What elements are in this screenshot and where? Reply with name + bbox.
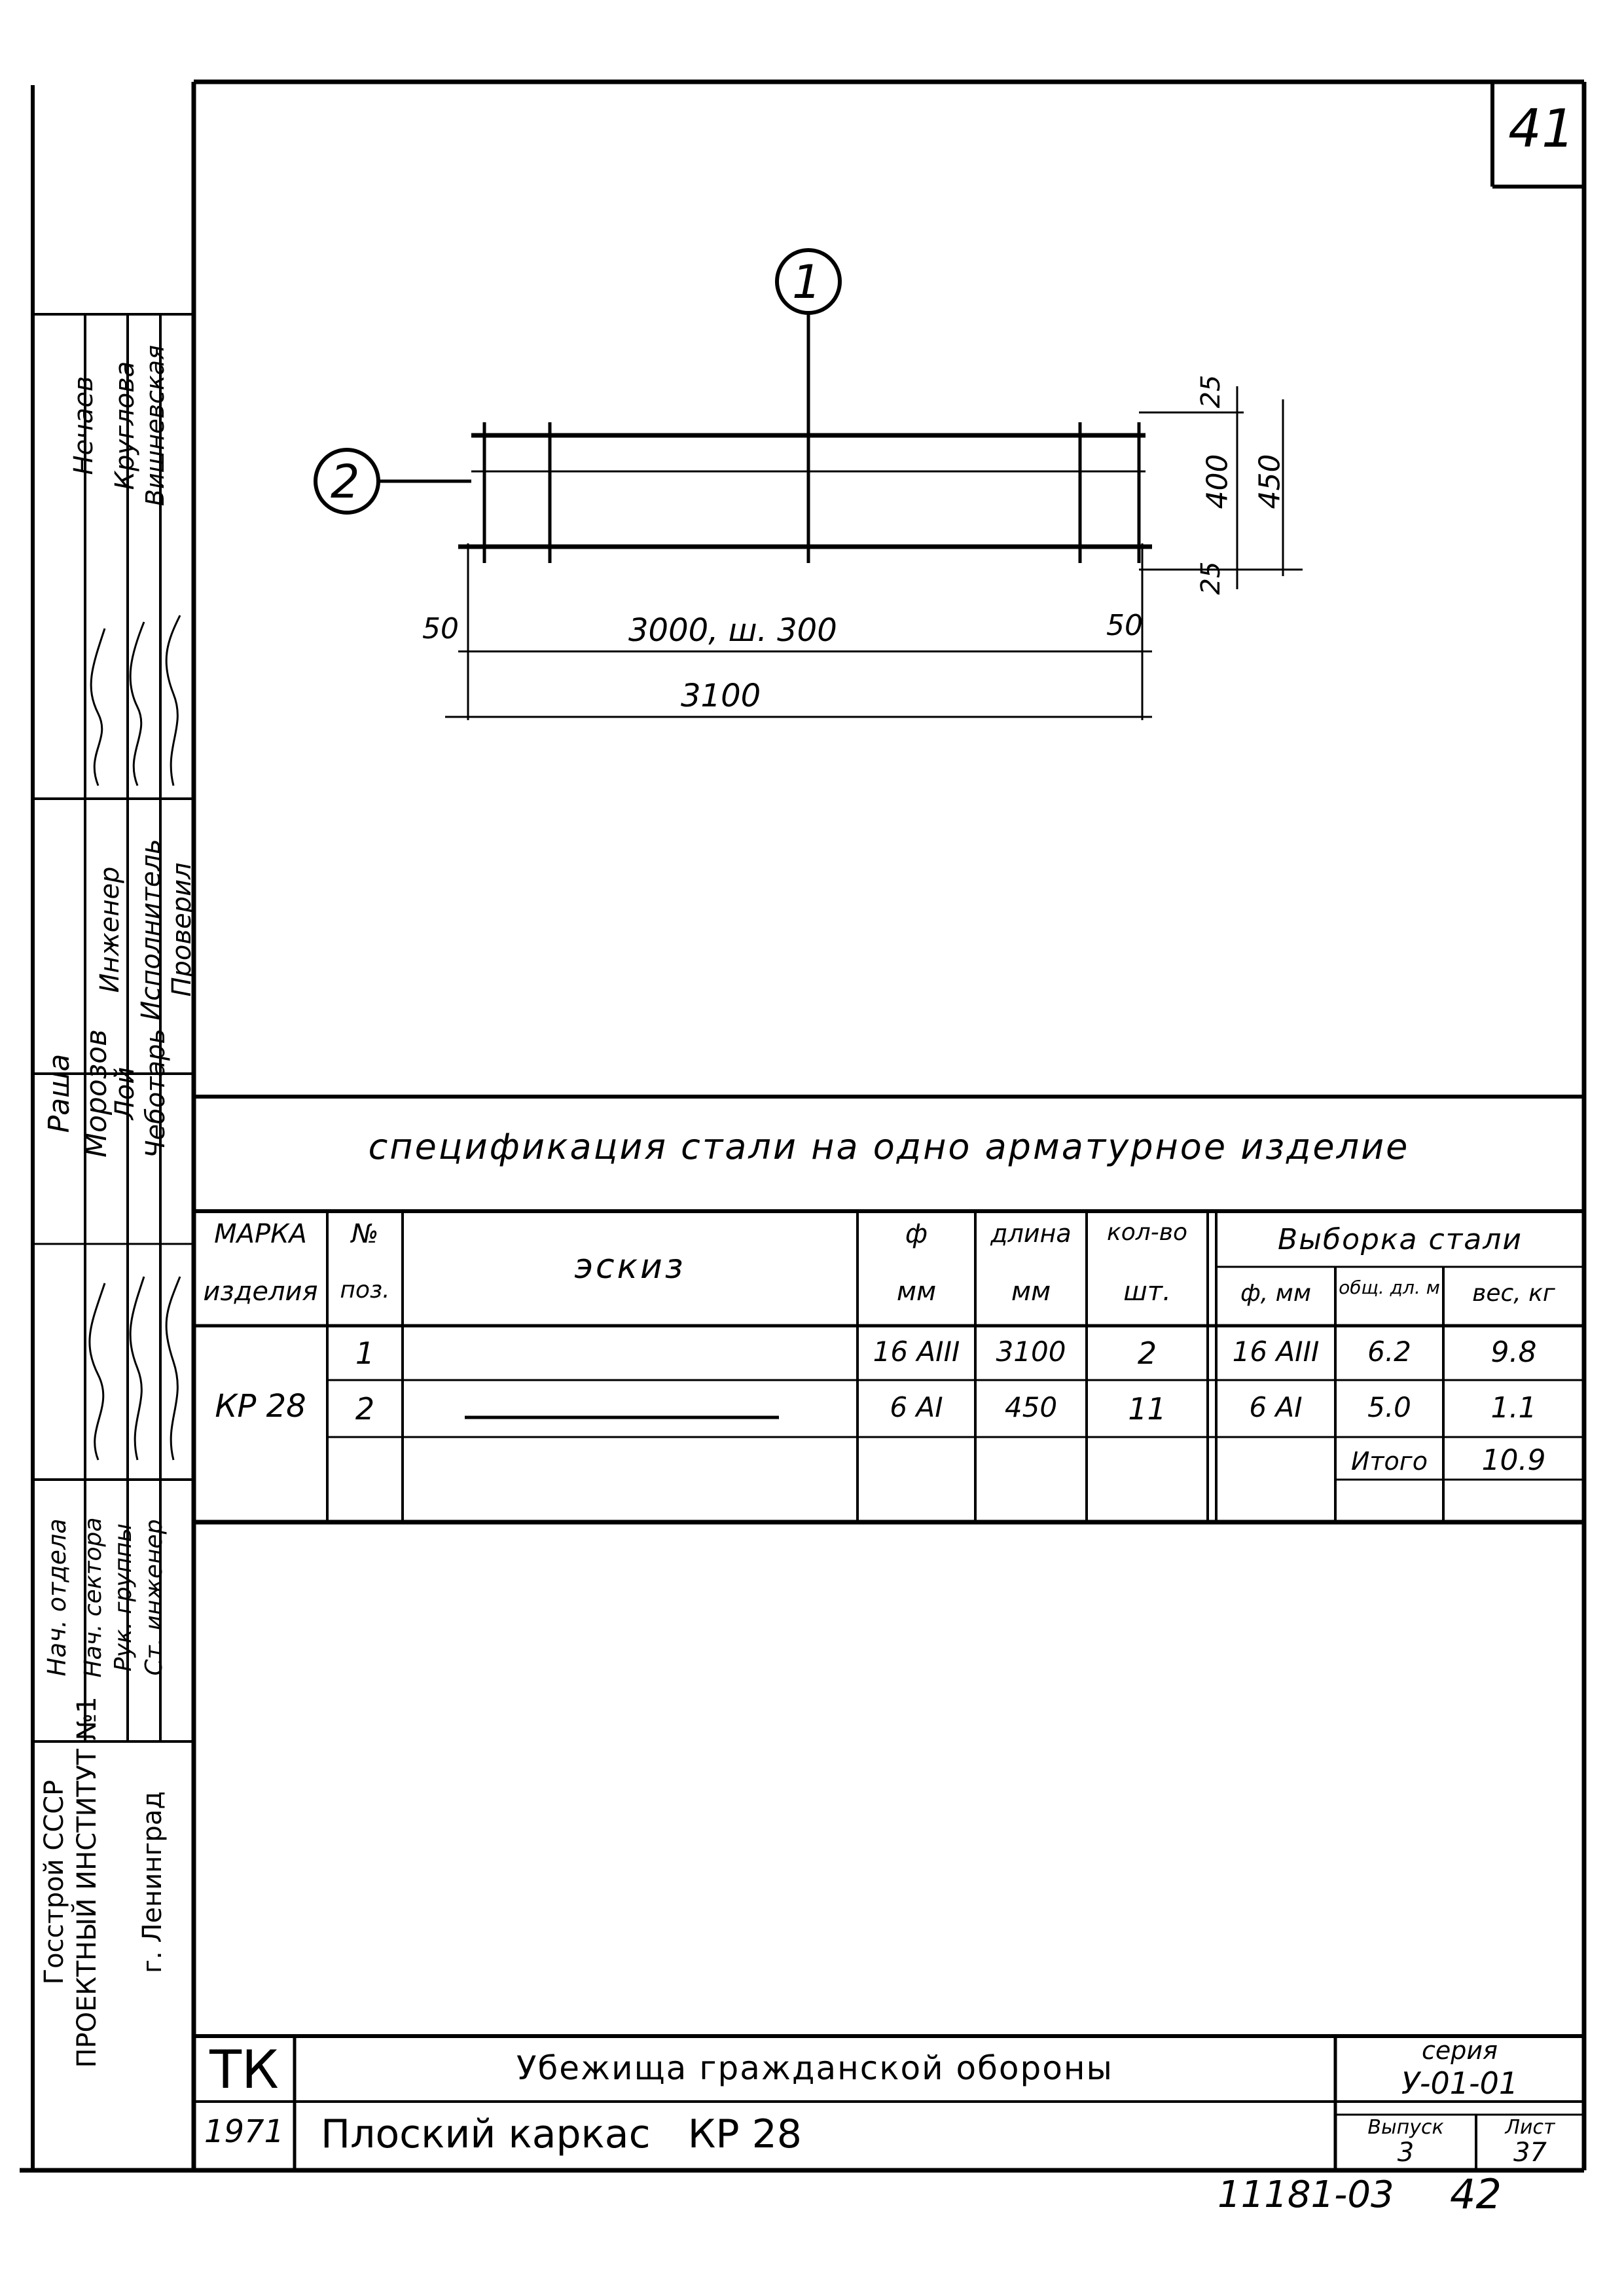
total-label: Итого (1350, 1447, 1428, 1476)
org-institute: ПРОЕКТНЫЙ ИНСТИТУТ №1 (72, 1696, 102, 2068)
role-engineer: Инженер (95, 866, 125, 993)
hdr-sel-dia: ф, мм (1240, 1280, 1311, 1307)
spec-title: спецификация стали на одно арматурное изделие (368, 1126, 1410, 1167)
row1-len: 3100 (996, 1336, 1066, 1368)
role-head-dept: Нач. отдела (43, 1518, 71, 1677)
role-head-sector: Нач. сектора (80, 1517, 107, 1678)
hdr-sketch: эскиз (574, 1247, 686, 1286)
dim-25-top: 25 (1196, 374, 1226, 409)
hdr-dia-2: мм (896, 1277, 937, 1307)
hdr-mark-2: изделия (203, 1277, 318, 1307)
hdr-selection: Выборка стали (1278, 1223, 1523, 1256)
dim-50-right: 50 (1106, 609, 1143, 642)
signatures-top (33, 602, 194, 799)
row2-pos: 2 (355, 1391, 375, 1427)
hdr-qty-1: кол-во (1106, 1219, 1187, 1246)
name-morozov: Морозов (80, 1029, 113, 1157)
role-executor: Исполнитель (136, 839, 166, 1021)
row1-qty: 2 (1137, 1336, 1157, 1371)
hdr-qty-2: шт. (1123, 1277, 1171, 1307)
row2-len: 450 (1004, 1391, 1058, 1423)
row1-sel-len: 6.2 (1367, 1336, 1411, 1368)
page-number: 42 (1450, 2170, 1502, 2218)
title-code: ТК (209, 2039, 279, 2100)
name-loy: Лой (110, 1066, 140, 1120)
hdr-sel-wt: вес, кг (1472, 1280, 1555, 1307)
hdr-pos-1: № (351, 1219, 379, 1249)
title-main: Убежища гражданской обороны (516, 2049, 1113, 2087)
series-value: У-01-01 (1401, 2066, 1519, 2101)
dim-50-left: 50 (422, 612, 459, 646)
total-value: 10.9 (1481, 1444, 1546, 1477)
issue-label: Выпуск (1367, 2116, 1444, 2139)
sheet-label: Лист (1505, 2116, 1555, 2139)
hdr-len-1: длина (990, 1219, 1072, 1248)
row1-dia: 16 АIII (873, 1336, 960, 1368)
hdr-len-2: мм (1011, 1277, 1051, 1307)
hdr-sel-len: общ. дл. м (1339, 1277, 1440, 1298)
position-2-label: 2 (331, 455, 360, 509)
row1-sel-dia: 16 АIII (1232, 1336, 1320, 1368)
dim-400: 400 (1200, 454, 1235, 509)
dim-total: 3100 (681, 678, 761, 714)
org-city: г. Ленинград (137, 1791, 168, 1974)
series-label: серия (1422, 2036, 1498, 2065)
dim-step: 3000, ш. 300 (628, 612, 837, 649)
org-gosstroy: Госстрой СССР (39, 1779, 69, 1985)
row2-dia: 6 АI (890, 1391, 943, 1423)
hdr-dia-1: ф (905, 1219, 928, 1249)
name-nechaev: Нечаев (69, 376, 99, 475)
sheet-value: 37 (1513, 2138, 1547, 2168)
role-checker: Проверил (167, 862, 197, 997)
doc-number: 11181-03 (1218, 2174, 1394, 2216)
role-group-leader: Рук. группы (110, 1523, 137, 1672)
sketch-bar-line (458, 1411, 785, 1424)
row2-sel-wt: 1.1 (1490, 1391, 1537, 1425)
hdr-pos-2: поз. (340, 1277, 390, 1303)
title-subtitle: Плоский каркас КР 28 (321, 2111, 802, 2157)
row1-pos: 1 (355, 1336, 375, 1371)
name-kruglova: Круглова (110, 361, 140, 490)
dim-25-bottom: 25 (1196, 561, 1226, 595)
row2-sel-dia: 6 АI (1249, 1391, 1303, 1423)
name-vishnevskaya: Вишневская (141, 344, 170, 507)
sheet-number: 41 (1508, 98, 1575, 159)
role-senior-engineer: Ст. инженер (141, 1519, 168, 1676)
mark-value: КР 28 (215, 1388, 306, 1425)
row2-sel-len: 5.0 (1367, 1391, 1411, 1423)
name-chebotar: Чеботарь (141, 1029, 171, 1158)
row1-sel-wt: 9.8 (1490, 1336, 1537, 1369)
hdr-mark-1: МАРКА (214, 1219, 307, 1249)
position-1-label: 1 (792, 255, 821, 309)
name-rasha: Раша (43, 1053, 76, 1133)
signatures-mid (33, 1264, 194, 1473)
title-year: 1971 (204, 2113, 285, 2150)
row2-qty: 11 (1128, 1391, 1166, 1427)
dim-450: 450 (1253, 454, 1287, 509)
issue-value: 3 (1397, 2138, 1415, 2168)
